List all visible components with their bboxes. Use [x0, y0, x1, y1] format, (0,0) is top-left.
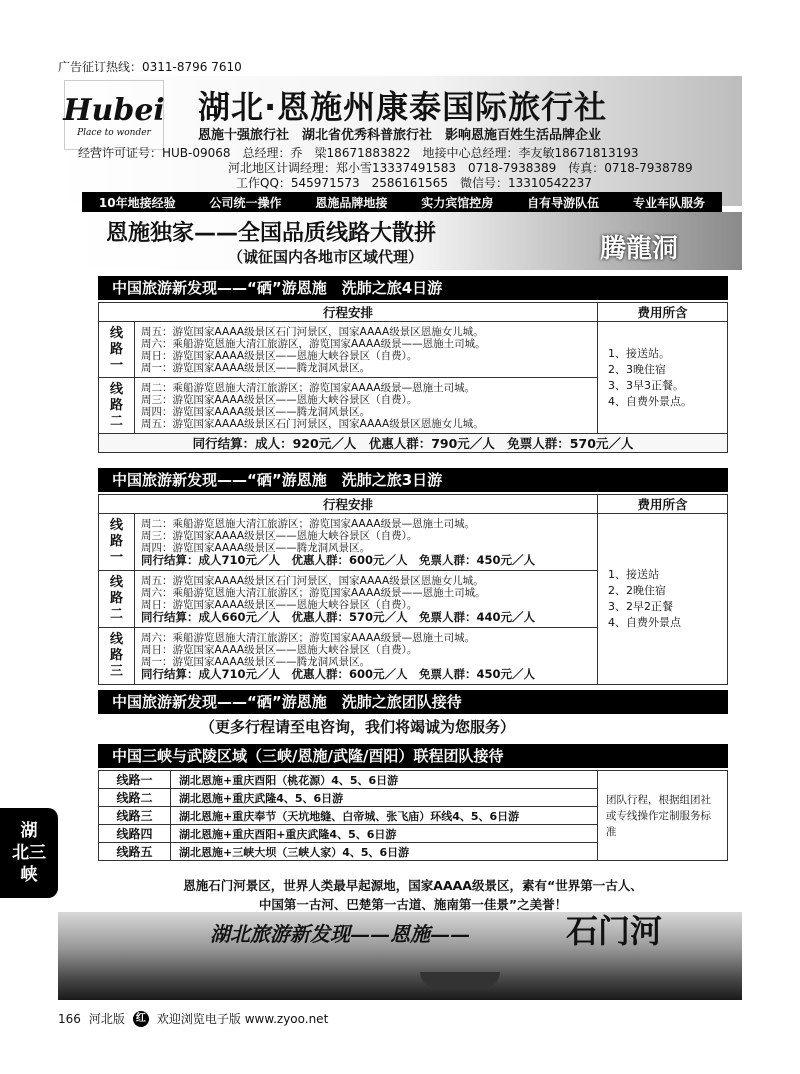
- team-routes-table: [98, 770, 728, 861]
- tour4-price: 同行结算：成人：920元／人 优惠人群：790元／人 免票人群：570元／人: [99, 434, 728, 453]
- company-name: 湖北·恩施州康泰国际旅行社: [198, 88, 608, 126]
- route-item: 周六：乘船游览恩施大清江旅游区；游览国家AAAA级景——恩施土司城。: [141, 587, 486, 599]
- route-price: 同行结算：成人660元／人 优惠人群：570元／人 免票人群：440元／人: [141, 610, 536, 624]
- team-route-label: 线路二: [99, 789, 171, 807]
- route-label: 线 路 二: [99, 571, 135, 628]
- route-item: 周日：游览国家AAAA级景区——恩施大峡谷景区（自费）。: [141, 349, 418, 362]
- route-label: 线 路 一: [99, 322, 135, 378]
- tour4-table: [98, 302, 728, 453]
- feature-item: 公司统一操作: [209, 195, 282, 210]
- description-line: 恩施石门河景区，世界人类最早起源地，国家AAAA级景区，素有“世界第一古人、: [183, 878, 643, 893]
- feature-item: 10年地接经验: [98, 195, 176, 210]
- fee-item: 2、3晚住宿: [608, 362, 666, 376]
- logo-tagline: Place to wonder: [77, 127, 151, 138]
- route-label: 线 路 三: [99, 628, 135, 685]
- team-route-desc: 湖北恩施+三峡大坝（三峡人家）4、5、6日游: [171, 843, 598, 861]
- route-items: [135, 378, 598, 434]
- route-item: 周六：乘船游览恩施大清江旅游区；游览国家AAAA级景—恩施土司城。: [141, 632, 476, 644]
- route-item: 周三：游览国家AAAA级景区——恩施大峡谷景区（自费）。: [141, 530, 418, 542]
- region-title: 中国三峡与武陵区域（三峡/恩施/武隆/酉阳）联程团队接待: [98, 744, 728, 768]
- fees-list: [598, 514, 728, 685]
- page-footer: [58, 1010, 328, 1027]
- side-tab-line: 北三: [12, 843, 46, 863]
- company-slogan: 恩施十强旅行社 湖北省优秀科普旅行社 影响恩施百姓生活品牌企业: [198, 128, 602, 143]
- hubei-logo: [64, 80, 164, 150]
- route-item: 周五：游览国家AAAA级景区石门河景区，国家AAAA级景区恩施女儿城。: [141, 575, 484, 587]
- ad-hotline: 广告征订热线：0311-8796 7610: [58, 60, 242, 74]
- feature-item: 实力宾馆控房: [421, 195, 494, 210]
- contact-info: 河北地区计调经理：郑小雪13337491583 0718-7938389 传真：0718-7938789: [228, 161, 693, 175]
- feature-item: 恩施品牌地接: [315, 195, 388, 210]
- fees-header: 费用所含: [598, 495, 728, 514]
- team-route-desc: 湖北恩施+重庆酉阳（桃花源）4、5、6日游: [171, 771, 598, 789]
- team-note: 团队行程，根据组团社或专线操作定制服务标准: [598, 771, 728, 861]
- fee-item: 4、自费外景点。: [608, 394, 692, 408]
- photo-place-name: 石门河: [566, 912, 663, 950]
- route-label: 线 路 一: [99, 514, 135, 571]
- team-route-desc: 湖北恩施+重庆奉节（天坑地缝、白帝城、张飞庙）环线4、5、6日游: [171, 807, 598, 825]
- route-item: 周日：游览国家AAAA级景区——恩施大峡谷景区（自费）。: [141, 599, 418, 611]
- route-items: [135, 514, 598, 571]
- fee-item: 3、2早2正餐: [608, 600, 673, 613]
- route-item: 周一：游览国家AAAA级景区——腾龙洞风景区。: [141, 656, 371, 668]
- brand-icon: 红: [133, 1011, 149, 1027]
- tour3-table: [98, 494, 728, 685]
- fee-item: 2、2晚住宿: [608, 584, 666, 597]
- route-items: [135, 571, 598, 628]
- cave-calligraphy: 腾龍洞: [600, 234, 679, 264]
- side-tab-line: 湖: [20, 821, 38, 841]
- route-item: 周一：游览国家AAAA级景区——腾龙洞风景区。: [141, 361, 371, 374]
- section-side-tab: [0, 808, 58, 898]
- feature-item: 专业车队服务: [632, 195, 705, 210]
- side-tab-line: 峡: [20, 865, 38, 885]
- team-title: 中国旅游新发现——“硒”游恩施 洗肺之旅团队接待: [98, 690, 728, 714]
- boat-silhouette: [420, 972, 500, 988]
- fees-list: [598, 322, 728, 434]
- logo-text: Hubei: [63, 92, 165, 128]
- route-item: 周三：游览国家AAAA级景区——恩施大峡谷景区（自费）。: [141, 393, 418, 406]
- route-items: [135, 322, 598, 378]
- team-route-label: 线路四: [99, 825, 171, 843]
- license-info: 经营许可证号：HUB-09068 总经理：乔 梁18671883822 地接中心总经理：李友敏18671813193: [78, 146, 639, 160]
- more-info-note: （更多行程请至电咨询，我们将竭诚为您服务）: [200, 718, 516, 736]
- route-label: 线 路 二: [99, 378, 135, 434]
- fee-item: 1、接送站: [608, 568, 659, 581]
- photo-caption: 湖北旅游新发现——恩施——: [210, 922, 470, 946]
- route-item: 周二：乘船游览恩施大清江旅游区；游览国家AAAA级景—恩施土司城。: [141, 518, 476, 530]
- team-route-desc: 湖北恩施+重庆酉阳+重庆武隆4、5、6日游: [171, 825, 598, 843]
- route-price: 同行结算：成人710元／人 优惠人群：600元／人 免票人群：450元／人: [141, 553, 536, 567]
- fee-item: 4、自费外景点: [608, 616, 681, 629]
- route-item: 周日：游览国家AAAA级景区——恩施大峡谷景区（自费）。: [141, 644, 418, 656]
- route-item: 周五：游览国家AAAA级景区石门河景区，国家AAAA级景区恩施女儿城。: [141, 325, 484, 338]
- team-route-desc: 湖北恩施+重庆武隆4、5、6日游: [171, 789, 598, 807]
- tour4-title: 中国旅游新发现——“硒”游恩施 洗肺之旅4日游: [98, 276, 728, 300]
- tour3-title: 中国旅游新发现——“硒”游恩施 洗肺之旅3日游: [98, 468, 728, 492]
- route-item: 周四：游览国家AAAA级景区——腾龙洞风景区。: [141, 405, 371, 418]
- qq-info: 工作QQ：545971573 2586161565 微信号：13310542237: [236, 176, 592, 190]
- feature-bar: [82, 192, 722, 212]
- route-price: 同行结算：成人710元／人 优惠人群：600元／人 免票人群：450元／人: [141, 667, 536, 681]
- itinerary-header: 行程安排: [99, 303, 598, 322]
- promo-subtitle: （诚征国内各地市区域代理）: [228, 248, 424, 266]
- edition-label: 河北版: [88, 1012, 125, 1026]
- page-number: 166: [58, 1011, 81, 1026]
- route-item: 周四：游览国家AAAA级景区——腾龙洞风景区。: [141, 542, 371, 554]
- route-item: 周二：乘船游览恩施大清江旅游区；游览国家AAAA级景—恩施土司城。: [141, 381, 476, 394]
- description-line: 中国第一古河、巴楚第一古道、施南第一佳景”之美誉！: [258, 897, 568, 912]
- team-route-label: 线路五: [99, 843, 171, 861]
- team-route-label: 线路三: [99, 807, 171, 825]
- fee-item: 1、接送站。: [608, 346, 670, 360]
- route-items: [135, 628, 598, 685]
- route-item: 周五：游览国家AAAA级景区石门河景区，国家AAAA级景区恩施女儿城。: [141, 417, 484, 430]
- fees-header: 费用所含: [598, 303, 728, 322]
- promo-title: 恩施独家——全国品质线路大散拼: [106, 221, 437, 246]
- team-route-label: 线路一: [99, 771, 171, 789]
- footer-link[interactable]: 欢迎浏览电子版 www.zyoo.net: [156, 1012, 329, 1026]
- itinerary-header: 行程安排: [99, 495, 598, 514]
- fee-item: 3、3早3正餐。: [608, 378, 684, 392]
- feature-item: 自有导游队伍: [527, 195, 600, 210]
- route-item: 周六：乘船游览恩施大清江旅游区，游览国家AAAA级景——恩施土司城。: [141, 337, 486, 350]
